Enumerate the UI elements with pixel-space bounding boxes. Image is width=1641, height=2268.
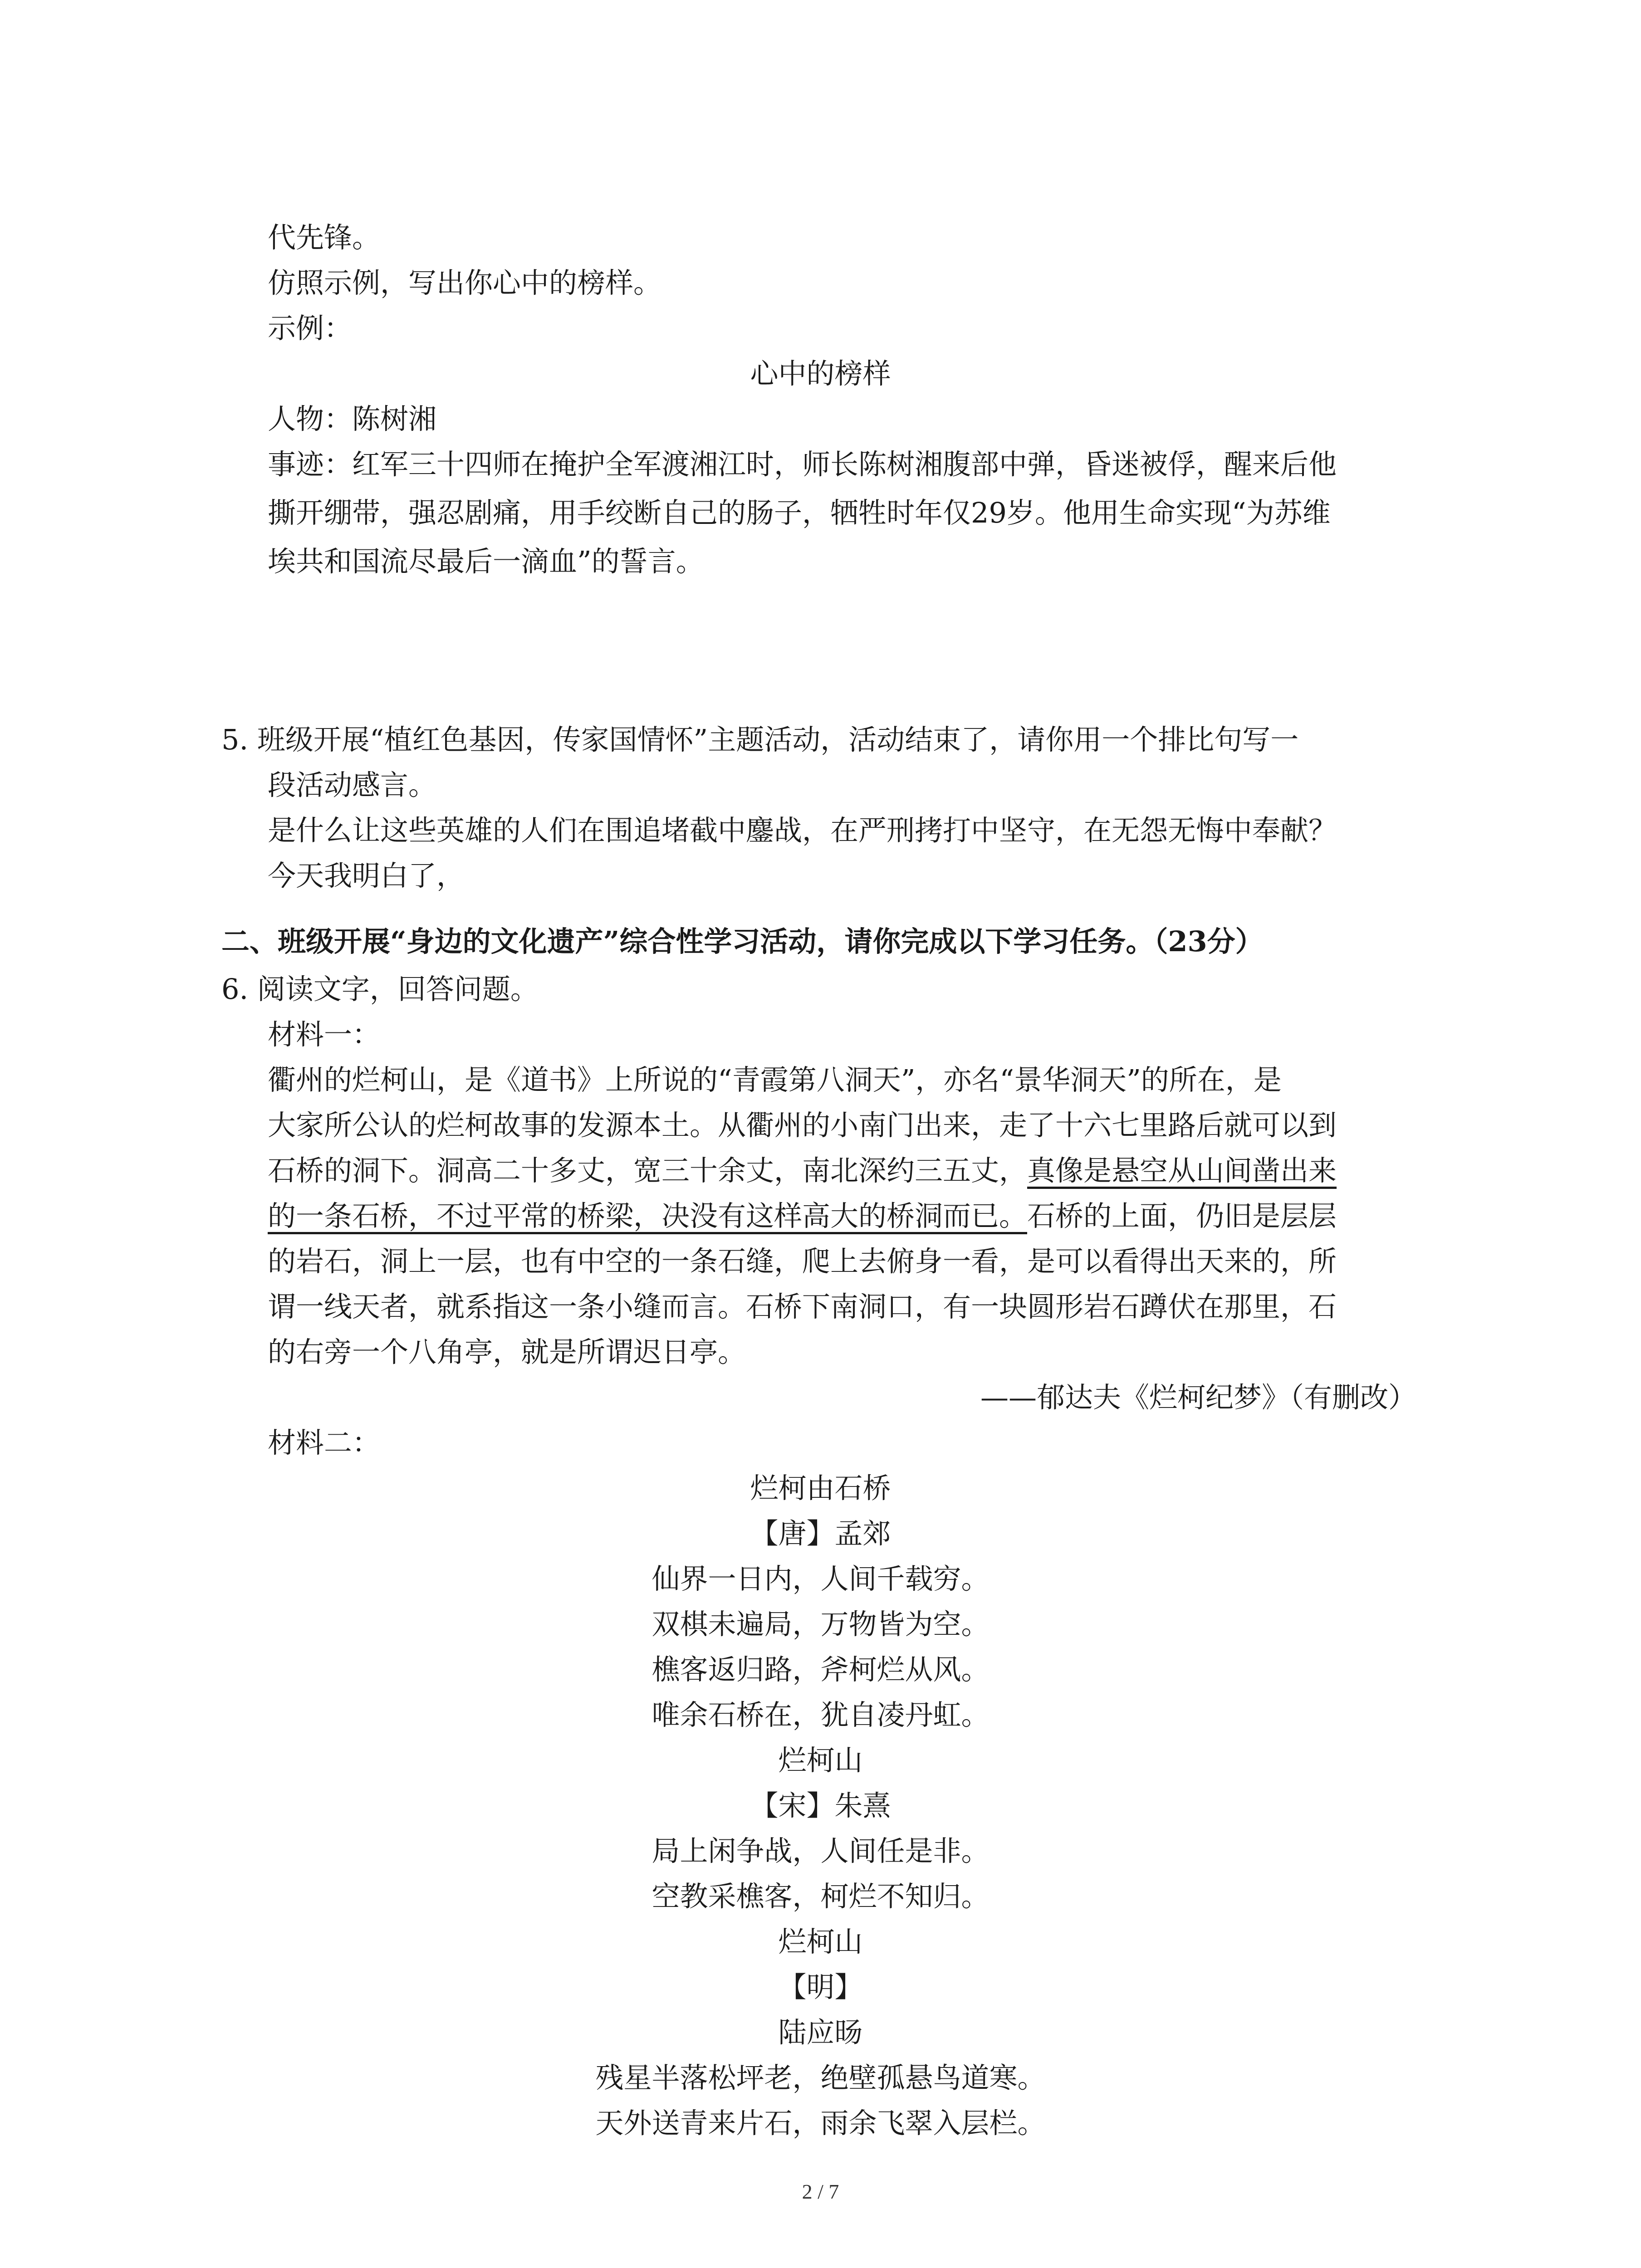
poem-line: 空教采樵客，柯烂不知归。 <box>652 1880 989 1913</box>
section-heading: 二、班级开展“身边的文化遗产”综合性学习活动，请你完成以下学习任务。（23分） <box>221 925 1264 958</box>
poem-title: 烂柯山 <box>778 1744 863 1777</box>
poem-line: 仙界一日内，人间千载穷。 <box>652 1562 989 1595</box>
poem-title: 烂柯由石桥 <box>750 1471 891 1505</box>
poem-dynasty: 【明】 <box>778 1970 863 2004</box>
material-1-line: 大家所公认的烂柯故事的发源本土。从衢州的小南门出来，走了十六七里路后就可以到 <box>268 1109 1337 1142</box>
example-person: 人物：陈树湘 <box>268 402 437 435</box>
material-1-label: 材料一： <box>268 1018 381 1051</box>
material-1-text: 石桥的洞下。洞高二十多丈，宽三十余丈，南北深约三五丈， <box>268 1154 1028 1187</box>
example-deeds-line: 撕开绷带，强忍剧痛，用手绞断自己的肠子，牺牲时年仅29岁。他用生命实现“为苏维 <box>268 496 1331 529</box>
material-1-line <box>268 1199 1337 1232</box>
poem-author: 陆应旸 <box>778 2016 863 2049</box>
example-deeds-line: 埃共和国流尽最后一滴血”的誓言。 <box>268 545 704 578</box>
poem-line: 唯余石桥在，犹自凌丹虹。 <box>652 1698 989 1731</box>
example-label: 示例： <box>268 312 353 345</box>
poem-author: 【宋】朱熹 <box>750 1789 891 1822</box>
material-1-line <box>268 1154 1337 1187</box>
underlined-sentence: 真像是悬空从山间凿出来 <box>1027 1154 1337 1187</box>
q4-instruction: 仿照示例，写出你心中的榜样。 <box>268 266 662 299</box>
material-1-line: 谓一线天者，就系指这一条小缝而言。石桥下南洞口，有一块圆形岩石蹲伏在那里，石 <box>268 1290 1337 1323</box>
example-deeds-line: 事迹：红军三十四师在掩护全军渡湘江时，师长陈树湘腹部中弹，昏迷被俘，醒来后他 <box>268 448 1337 481</box>
q5-answer-lead: 今天我明白了， <box>268 859 465 892</box>
material-1-line: 的岩石，洞上一层，也有中空的一条石缝，爬上去俯身一看，是可以看得出天来的，所 <box>268 1245 1337 1278</box>
q5-stem: 5. 班级开展“植红色基因，传家国情怀”主题活动，活动结束了，请你用一个排比句写一 <box>221 723 1299 756</box>
underlined-sentence: 的一条石桥，不过平常的桥梁，决没有这样高大的桥洞而已。 <box>268 1199 1028 1232</box>
q5-prompt: 是什么让这些英雄的人们在围追堵截中鏖战，在严刑拷打中坚守，在无怨无悔中奉献？ <box>268 814 1337 847</box>
material-1-source: ——郁达夫《烂柯纪梦》（有删改） <box>980 1381 1416 1414</box>
poem-author: 【唐】孟郊 <box>750 1517 891 1550</box>
poem-line: 樵客返归路，斧柯烂从风。 <box>652 1653 989 1686</box>
q4-continuation: 代先锋。 <box>268 221 381 254</box>
page-number: 2 / 7 <box>802 2180 839 2203</box>
example-card-title: 心中的榜样 <box>750 357 891 390</box>
poem-line: 残星半落松坪老，绝壁孤悬鸟道寒。 <box>595 2061 1046 2094</box>
poem-line: 天外送青来片石，雨余飞翠入层栏。 <box>595 2107 1046 2140</box>
poem-title: 烂柯山 <box>778 1925 863 1958</box>
q5-stem-cont: 段活动感言。 <box>268 768 437 802</box>
poem-line: 双棋未遍局，万物皆为空。 <box>652 1608 989 1641</box>
material-1-text: 石桥的上面，仍旧是层层 <box>1027 1199 1337 1232</box>
poem-line: 局上闲争战，人间任是非。 <box>652 1834 989 1867</box>
q6-stem: 6. 阅读文字，回答问题。 <box>221 973 539 1006</box>
material-1-line: 衢州的烂柯山，是《道书》上所说的“青霞第八洞天”，亦名“景华洞天”的所在，是 <box>268 1063 1282 1096</box>
material-1-line: 的右旁一个八角亭，就是所谓迟日亭。 <box>268 1335 746 1369</box>
material-2-label: 材料二： <box>268 1426 381 1459</box>
